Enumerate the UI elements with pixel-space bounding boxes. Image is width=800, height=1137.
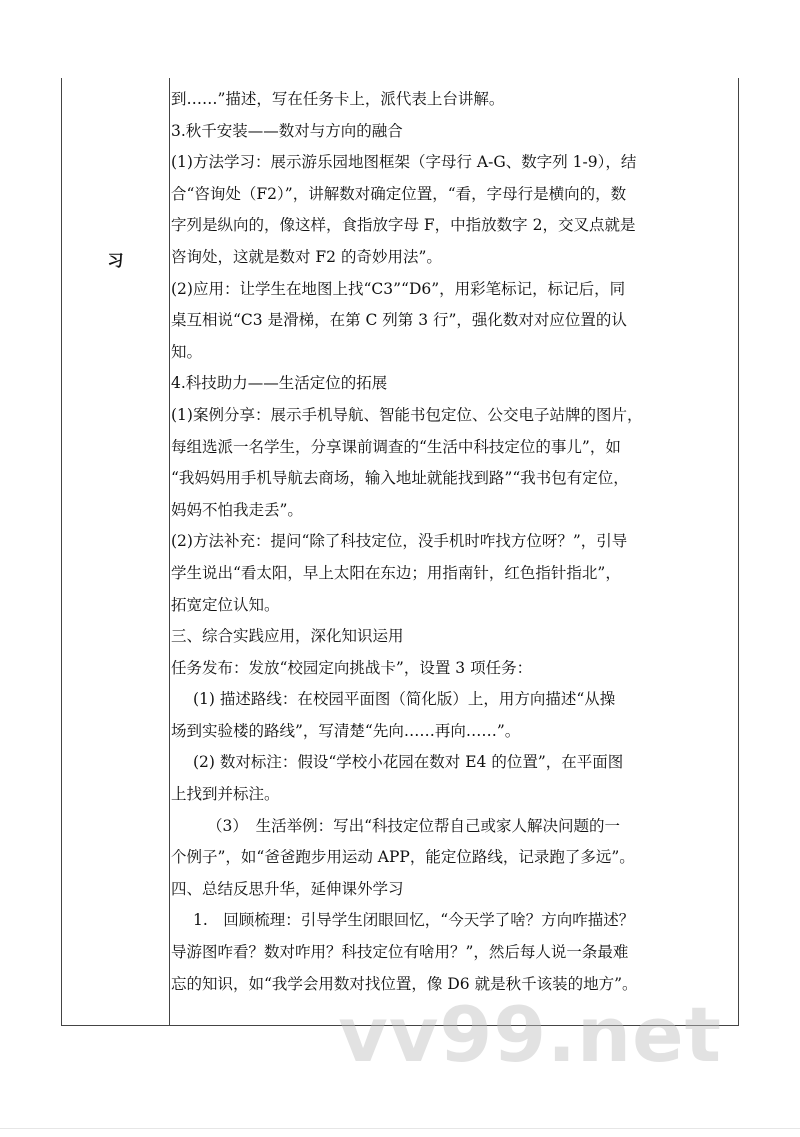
summary-item: 1. 回顾梳理：引导学生闭眼回忆，“今天学了啥？方向咋描述？ (193, 911, 635, 930)
text-line: (1)案例分享：展示手机导航、智能书包定位、公交电子站牌的图片， (171, 405, 643, 424)
task-item: (2) 数对标注：假设“学校小花园在数对 E4 的位置”，在平面图 (193, 753, 624, 772)
text-line: (1)方法学习：展示游乐园地图框架（字母行 A-G、数字列 1-9），结 (171, 153, 637, 172)
text-line: 个例子”，如“爸爸跑步用运动 APP，能定位路线，记录跑了多远”。 (171, 848, 635, 867)
text-line: 拓宽定位认知。 (171, 595, 280, 614)
text-line: 合“咨询处（F2）”，讲解数对确定位置，“看，字母行是横向的，数 (171, 184, 627, 203)
text-line: 知。 (171, 342, 203, 361)
task-item: (1) 描述路线：在校园平面图（简化版）上，用方向描述“从操 (193, 690, 616, 709)
text-line: 导游图咋看？数对咋用？科技定位有啥用？”，然后每人说一条最难 (171, 943, 629, 962)
text-line: 咨询处，这就是数对 F2 的奇妙用法”。 (171, 247, 442, 266)
section-heading: 3.秋千安装——数对与方向的融合 (171, 121, 403, 140)
text-line: 到……”描述，写在任务卡上，派代表上台讲解。 (171, 90, 505, 108)
text-line: 每组选派一名学生，分享课前调查的“生活中科技定位的事儿”，如 (171, 437, 621, 456)
text-line: 场到实验楼的路线”，写清楚“先向……再向……”。 (171, 721, 521, 740)
lesson-plan-table (61, 78, 739, 1026)
section-heading: 四、总结反思升华，延伸课外学习 (171, 879, 404, 898)
watermark-logo: vv99.net (338, 990, 722, 1079)
text-line: 上找到并标注。 (171, 785, 280, 804)
section-heading: 4.科技助力——生活定位的拓展 (171, 374, 388, 393)
section-heading: 三、综合实践应用，深化知识运用 (171, 627, 404, 646)
page-bottom-edge (0, 1128, 800, 1129)
row-label: 习 (107, 251, 124, 270)
text-line: 桌互相说“C3 是滑梯，在第 C 列第 3 行”，强化数对对应位置的认 (171, 311, 627, 330)
text-line: 忘的知识，如“我学会用数对找位置，像 D6 就是秋千该装的地方”。 (171, 974, 638, 993)
text-line: 字列是纵向的，像这样，食指放字母 F，中指放数字 2，交叉点就是 (171, 216, 636, 235)
text-line: 妈妈不怕我走丢”。 (171, 500, 303, 519)
task-item: （3） 生活举例：写出“科技定位帮自己或家人解决问题的一 (207, 816, 621, 835)
text-line: (2)方法补充：提问“除了科技定位，没手机时咋找方位呀？”，引导 (171, 532, 628, 551)
column-divider (169, 78, 170, 1025)
text-line: “我妈妈用手机导航去商场，输入地址就能找到路”“我书包有定位， (171, 469, 629, 488)
text-line: 任务发布：发放“校园定向挑战卡”，设置 3 项任务： (171, 658, 533, 677)
content-cell (171, 84, 737, 1000)
text-line: (2)应用：让学生在地图上找“C3”“D6”，用彩笔标记，标记后，同 (171, 279, 626, 298)
text-line: 学生说出“看太阳，早上太阳在东边；用指南针，红色指针指北”， (171, 563, 621, 582)
